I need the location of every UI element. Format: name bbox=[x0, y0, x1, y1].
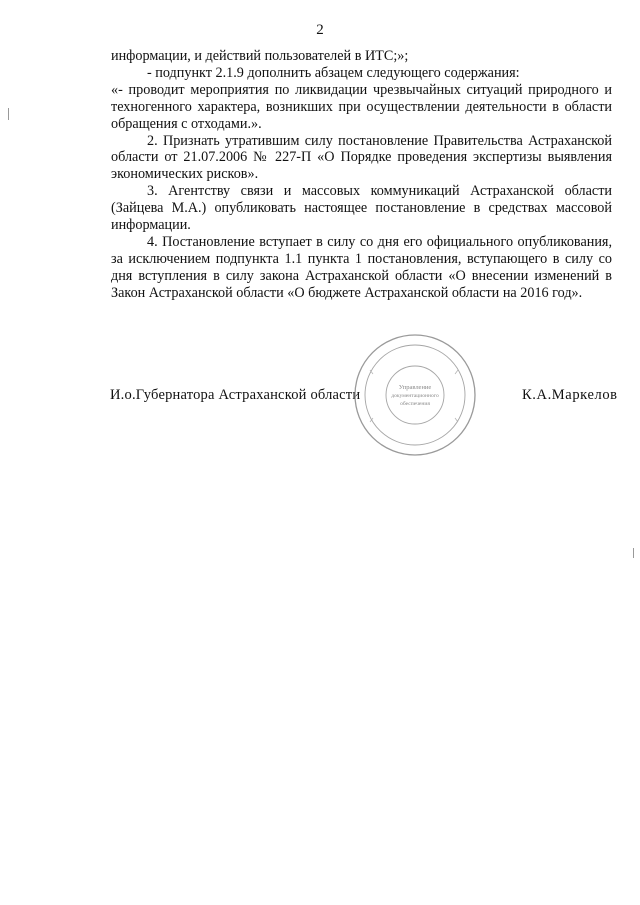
signatory-title: И.о.Губернатора Астраханской области bbox=[110, 387, 361, 403]
paragraph: «- проводит мероприятия по ликвидации чрезвычайных ситуаций природного и техногенного характера, возникших при осуществлении деятельности в области обращения с отходами.». bbox=[111, 81, 612, 132]
page-number: 2 bbox=[316, 22, 324, 38]
paragraph: 2. Признать утратившим силу постановление Правительства Астраханской области от 21.07.2006 № 227-П «О Порядке проведения экспертизы выявления экономических рисков». bbox=[111, 132, 612, 183]
paragraph: информации, и действий пользователей в ИТС;»; bbox=[111, 48, 409, 64]
document-body bbox=[111, 48, 612, 302]
stamp-line: Управление bbox=[398, 384, 432, 391]
margin-mark bbox=[633, 548, 634, 558]
signatory-name: К.А.Маркелов bbox=[522, 387, 618, 403]
margin-mark bbox=[8, 108, 9, 120]
official-stamp bbox=[350, 330, 480, 460]
paragraph: 4. Постановление вступает в силу со дня его официального опубликования, за исключением подпункта 1.1 пункта 1 постановления, вступающего в силу со дня вступления в силу закона Астраханской области «О внесении изменений в Закон Астраханской области «О бюджете Астраханской области на 2016 год». bbox=[111, 233, 612, 301]
stamp-line: документационного bbox=[391, 393, 439, 399]
paragraph: - подпункт 2.1.9 дополнить абзацем следующего содержания: bbox=[147, 64, 520, 81]
stamp-line: обеспечения bbox=[400, 401, 430, 407]
paragraph: 3. Агентству связи и массовых коммуникаций Астраханской области (Зайцева М.А.) опубликовать настоящее постановление в средствах массовой информации. bbox=[111, 183, 612, 234]
